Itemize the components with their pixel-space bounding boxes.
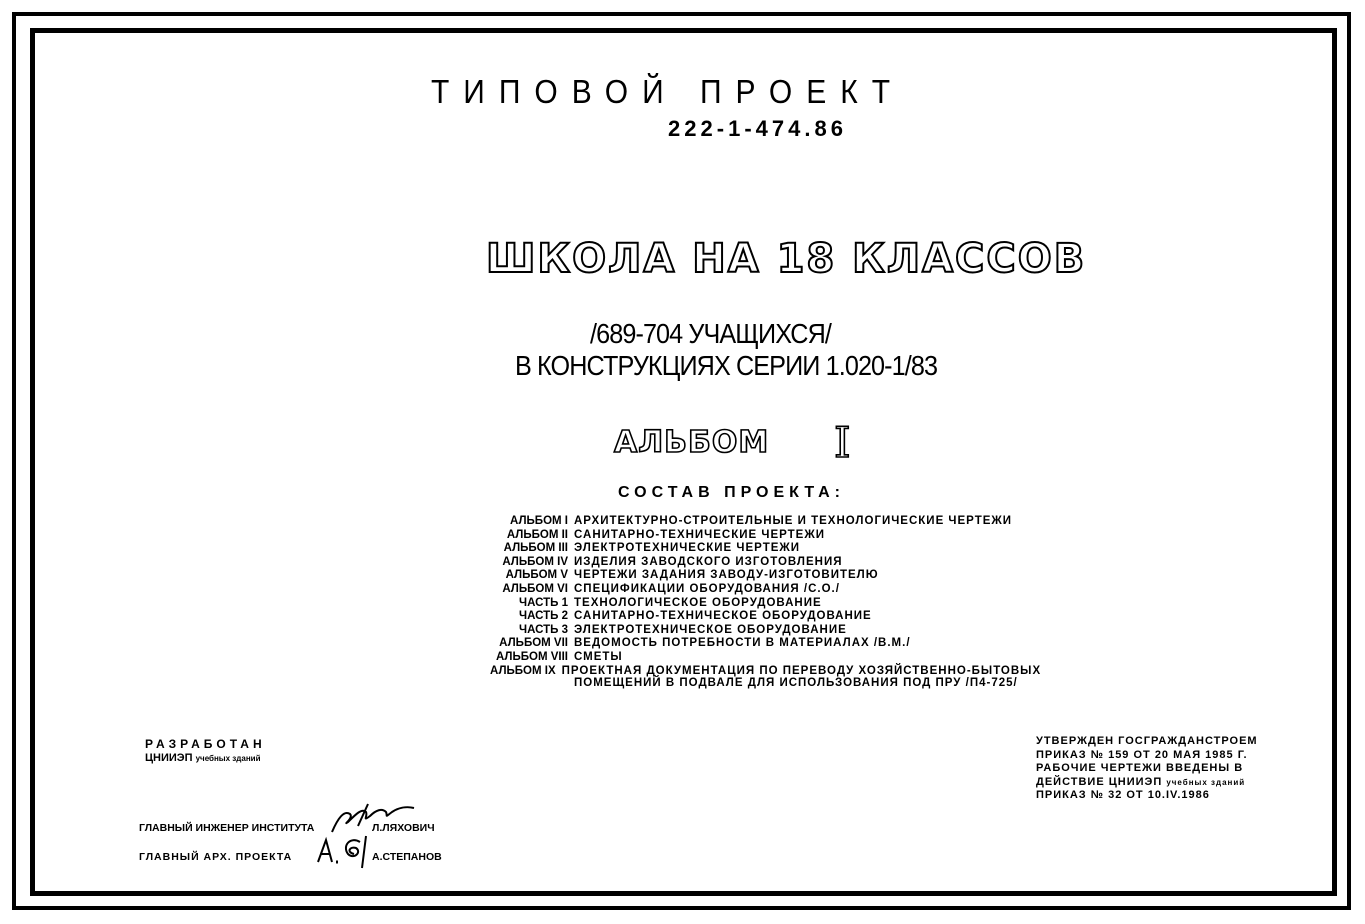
approval-org-suffix: учебных зданий (1166, 777, 1246, 787)
item-label: АЛЬБОМ VIII (495, 650, 568, 663)
list-item (490, 569, 1030, 583)
composition-list (490, 515, 1042, 692)
item-text: САНИТАРНО-ТЕХНИЧЕСКИЕ ЧЕРТЕЖИ (574, 528, 826, 541)
list-item (490, 651, 1030, 665)
org-suffix: учебных зданий (195, 754, 261, 763)
list-item (490, 678, 1030, 692)
developer-heading: РАЗРАБОТАН (145, 737, 266, 751)
album-label: АЛЬБОМ (614, 425, 770, 460)
chief-engineer-title: ГЛАВНЫЙ ИНЖЕНЕР ИНСТИТУТА (139, 822, 315, 834)
chief-architect-title: ГЛАВНЫЙ АРХ. ПРОЕКТА (139, 851, 293, 863)
item-text: ПРОЕКТНАЯ ДОКУМЕНТАЦИЯ ПО ПЕРЕВОДУ ХОЗЯЙСТВЕННО-БЫТОВЫХ (561, 664, 1042, 677)
item-text: СПЕЦИФИКАЦИИ ОБОРУДОВАНИЯ /С.О./ (574, 582, 840, 595)
series-subtitle: В КОНСТРУКЦИЯХ СЕРИИ 1.020-1/83 (515, 350, 938, 381)
composition-heading: СОСТАВ ПРОЕКТА: (618, 484, 845, 501)
list-item (490, 542, 1030, 556)
item-label: АЛЬБОМ IV (502, 555, 568, 568)
chief-engineer-name: Л.ЛЯХОВИЧ (372, 822, 435, 834)
item-text: ВЕДОМОСТЬ ПОТРЕБНОСТИ В МАТЕРИАЛАХ /В.М./ (574, 637, 911, 650)
approval-line: УТВЕРЖДЕН ГОСГРАЖДАНСТРОЕМ (1036, 735, 1258, 747)
approval-line: ПРИКАЗ № 32 ОТ 10.IV.1986 (1036, 789, 1210, 801)
item-label: АЛЬБОМ I (510, 515, 568, 527)
engineer-signature (328, 800, 420, 836)
approval-org: ДЕЙСТВИЕ ЦНИИЭП (1036, 775, 1163, 788)
item-label: ЧАСТЬ 3 (519, 623, 568, 636)
chief-architect-name: А.СТЕПАНОВ (372, 851, 442, 863)
item-label: ЧАСТЬ 2 (519, 610, 568, 623)
item-text: САНИТАРНО-ТЕХНИЧЕСКОЕ ОБОРУДОВАНИЕ (574, 610, 872, 623)
project-code: 222-1-474.86 (668, 116, 847, 141)
approval-line: ПРИКАЗ № 159 ОТ 20 МАЯ 1985 Г. (1036, 748, 1248, 761)
item-text: ИЗДЕЛИЯ ЗАВОДСКОГО ИЗГОТОВЛЕНИЯ (574, 555, 843, 568)
album-number: I (834, 418, 851, 467)
architect-signature (316, 832, 376, 870)
school-title: ШКОЛА НА 18 КЛАССОВ (486, 236, 1087, 282)
org-name: ЦНИИЭП (145, 752, 193, 764)
project-title: ТИПОВОЙ ПРОЕКТ (430, 74, 905, 111)
item-text: ЭЛЕКТРОТЕХНИЧЕСКИЕ ЧЕРТЕЖИ (574, 542, 801, 555)
item-text: ЭЛЕКТРОТЕХНИЧЕСКОЕ ОБОРУДОВАНИЕ (574, 623, 847, 636)
item-label: АЛЬБОМ IX (490, 664, 556, 677)
developer-org (145, 752, 260, 764)
item-label: ЧАСТЬ 1 (519, 596, 568, 609)
students-subtitle: /689-704 УЧАЩИХСЯ/ (590, 318, 832, 349)
list-item (490, 610, 1030, 624)
list-item (490, 597, 1030, 611)
item-label: АЛЬБОМ VII (499, 637, 568, 650)
list-item (490, 624, 1030, 638)
item-label: АЛЬБОМ II (506, 528, 568, 541)
item-text: ЧЕРТЕЖИ ЗАДАНИЯ ЗАВОДУ-ИЗГОТОВИТЕЛЮ (574, 569, 879, 582)
list-item (490, 556, 1030, 570)
item-label (490, 678, 574, 692)
list-item (490, 583, 1030, 597)
list-item (490, 637, 1030, 651)
item-label: АЛЬБОМ V (505, 569, 568, 582)
item-text: ТЕХНОЛОГИЧЕСКОЕ ОБОРУДОВАНИЕ (574, 596, 822, 609)
item-label: АЛЬБОМ III (503, 542, 568, 555)
list-item (490, 529, 1030, 543)
list-item (490, 515, 1030, 529)
approval-line (1036, 776, 1258, 790)
approval-block (1036, 735, 1258, 803)
approval-line: РАБОЧИЕ ЧЕРТЕЖИ ВВЕДЕНЫ В (1036, 762, 1244, 774)
item-text: АРХИТЕКТУРНО-СТРОИТЕЛЬНЫЕ И ТЕХНОЛОГИЧЕСКИЕ ЧЕРТЕЖИ (574, 515, 1013, 527)
item-label: АЛЬБОМ VI (502, 582, 568, 595)
item-text: ПОМЕЩЕНИЙ В ПОДВАЛЕ ДЛЯ ИСПОЛЬЗОВАНИЯ ПОД ПРУ /П4-725/ (574, 677, 1018, 690)
item-text: СМЕТЫ (574, 650, 623, 663)
